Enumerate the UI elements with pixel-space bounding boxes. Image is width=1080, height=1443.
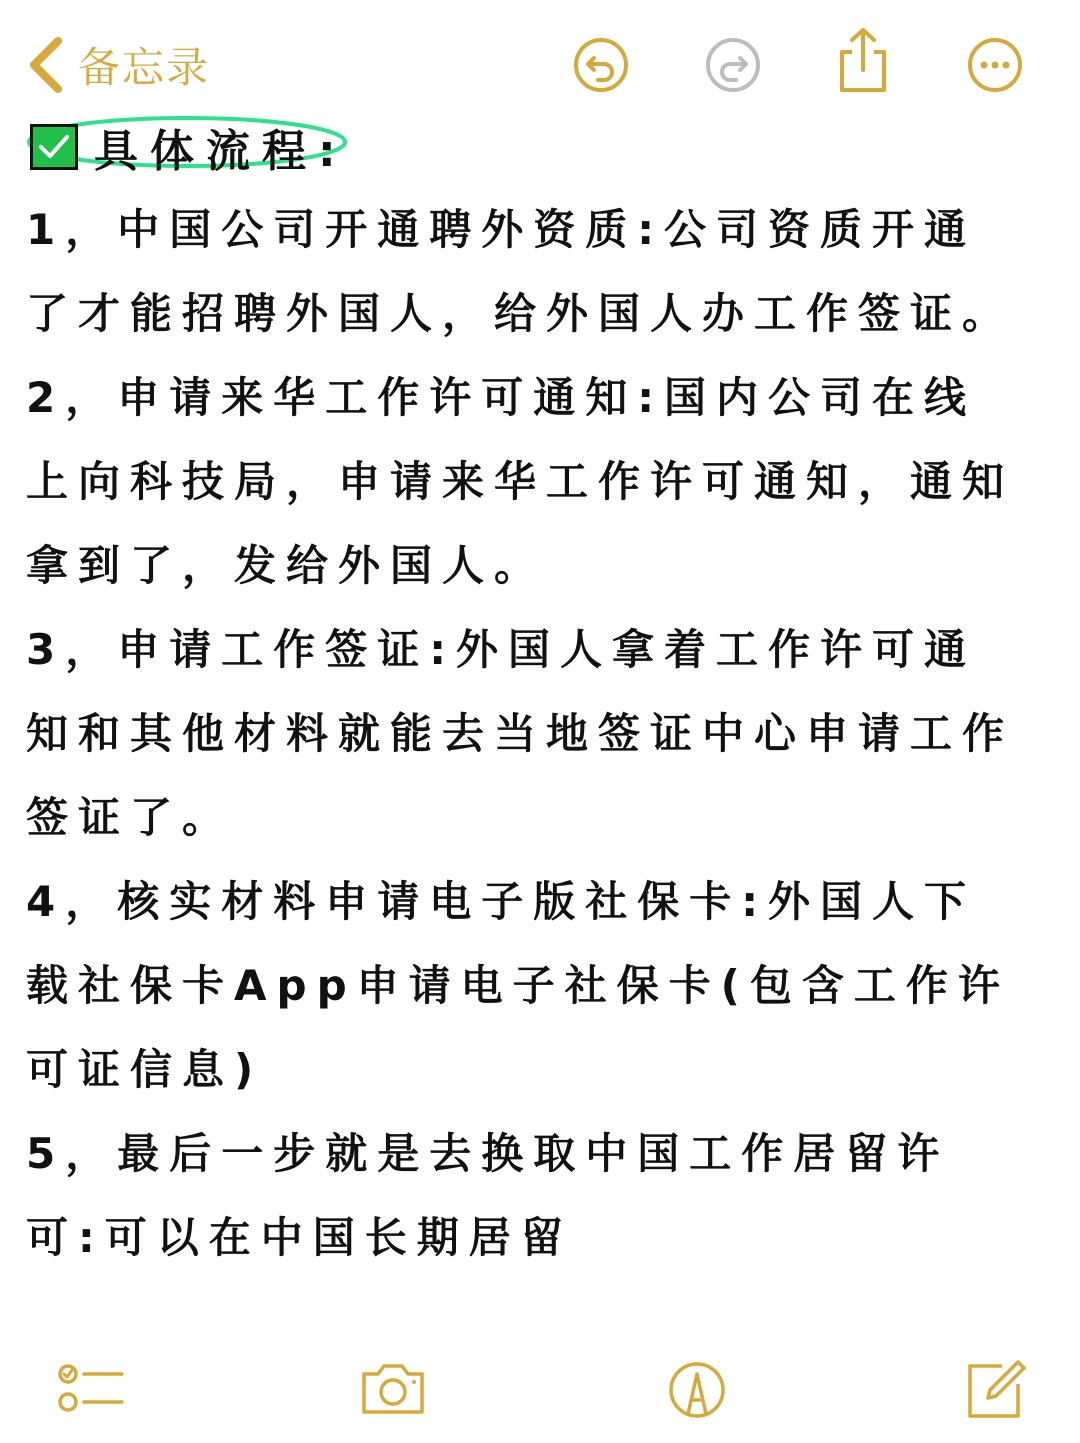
step-paragraph-3: 3，申请工作签证:外国人拿着工作许可通知和其他材料就能去当地签证中心申请工作签证了。 [26,625,1015,842]
share-button[interactable] [834,26,892,96]
undo-button[interactable] [572,36,630,94]
share-icon [834,26,892,96]
checklist-icon [56,1356,126,1420]
compose-button[interactable] [962,1356,1032,1420]
undo-icon [572,36,630,94]
compose-icon [962,1356,1032,1420]
more-icon [966,36,1024,94]
redo-button[interactable] [704,36,762,94]
redo-icon [704,36,762,94]
top-navigation-bar [0,0,1080,120]
bottom-toolbar [0,1350,1080,1430]
step-paragraph-2: 2，申请来华工作许可通知:国内公司在线上向科技局，申请来华工作许可通知，通知拿到了，发给外国人。 [26,373,1015,590]
note-content [26,188,1026,1280]
markup-icon [664,1356,734,1420]
step-paragraph-5: 5，最后一步就是去换取中国工作居留许可:可以在中国长期居留 [26,1129,950,1262]
camera-button[interactable] [358,1356,428,1420]
note-body[interactable] [26,112,1026,1280]
camera-icon [358,1356,428,1420]
markup-button[interactable] [664,1356,734,1420]
chevron-left-icon [26,35,66,95]
step-paragraph-4: 4，核实材料申请电子版社保卡:外国人下载社保卡App申请电子社保卡(包含工作许可证信息) [26,877,1010,1094]
step-paragraph-1: 1，中国公司开通聘外资质:公司资质开通了才能招聘外国人，给外国人办工作签证。 [26,205,1015,338]
note-heading [26,112,1026,182]
back-button[interactable] [26,30,210,100]
checklist-button[interactable] [56,1356,126,1420]
more-button[interactable] [966,36,1024,94]
heading-text: 具体流程: [94,126,348,177]
checkbox-checked-icon[interactable] [30,124,78,170]
back-label: 备忘录 [78,43,211,92]
